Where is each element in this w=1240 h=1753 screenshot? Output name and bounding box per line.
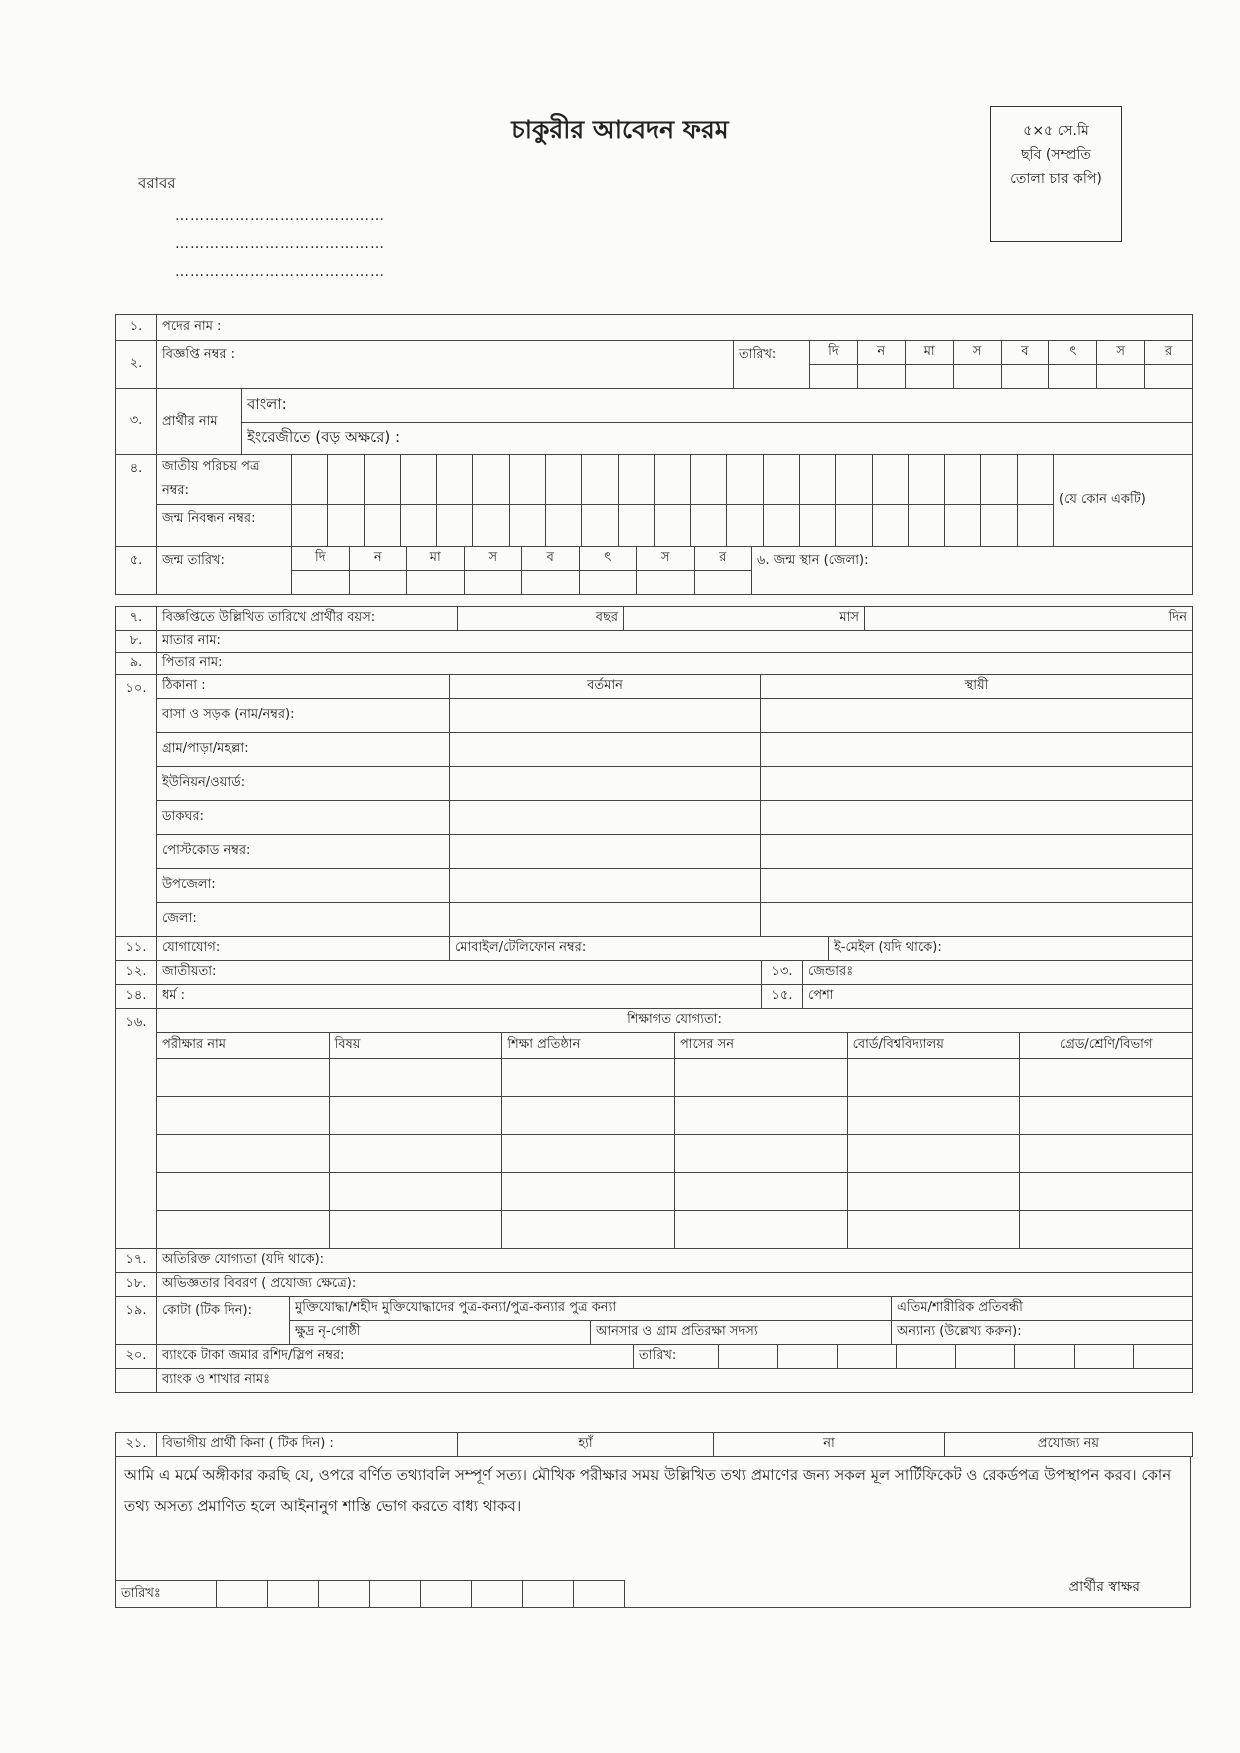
father-name-field[interactable]: পিতার নাম: bbox=[157, 653, 1193, 675]
declaration-text: আমি এ মর্মে অঙ্গীকার করছি যে, ওপরে বর্ণিত তথ্যাবলি সম্পূর্ণ সত্য। মৌখিক পরীক্ষার সময় উল্লিখিত তথ্য প্রমাণের জন্য সকল মূল সার্টিফিকেট ও রেকর্ডপত্র উপস্থাপন করব। কোন তথ্য অসত্য প্রমাণিত হলে আইনানুগ শাস্তি ভোগ করতে বাধ্য থাকব। bbox=[124, 1466, 1172, 1515]
address-label: ঠিকানা : bbox=[157, 675, 450, 699]
age-day-field[interactable]: দিন bbox=[865, 607, 1193, 631]
permanent-input[interactable] bbox=[761, 835, 1193, 869]
row-number: ১১. bbox=[116, 937, 157, 961]
nid-note: (যে কোন একটি) bbox=[1054, 455, 1193, 547]
declaration-box bbox=[115, 1456, 1191, 1608]
row-number: ২০. bbox=[116, 1345, 157, 1369]
date-input[interactable] bbox=[905, 365, 953, 389]
birth-reg-label: জন্ম নিবন্ধন নম্বর: bbox=[157, 505, 292, 547]
present-input[interactable] bbox=[450, 869, 761, 903]
permanent-input[interactable] bbox=[761, 903, 1193, 937]
address-field-label: উপজেলা: bbox=[157, 869, 450, 903]
extra-qualification-field[interactable]: অতিরিক্ত যোগ্যতা (যদি থাকে): bbox=[157, 1249, 1193, 1273]
date-cell: ব bbox=[1001, 341, 1049, 365]
education-title: শিক্ষাগত যোগ্যতা: bbox=[157, 1009, 1193, 1033]
edu-header-board: বোর্ড/বিশ্ববিদ্যালয় bbox=[847, 1033, 1020, 1059]
date-cell: স bbox=[953, 341, 1001, 365]
row-number: ১৭. bbox=[116, 1249, 157, 1273]
permanent-input[interactable] bbox=[761, 699, 1193, 733]
nid-label: জাতীয় পরিচয় পত্র নম্বর: bbox=[157, 455, 292, 505]
table-row bbox=[116, 1211, 1193, 1249]
row-number: ১২. bbox=[116, 961, 157, 985]
row-education bbox=[115, 1008, 1193, 1249]
address-line-1[interactable]: …………………………………… bbox=[175, 208, 385, 224]
edu-header-institution: শিক্ষা প্রতিষ্ঠান bbox=[502, 1033, 675, 1059]
present-address-header: বর্তমান bbox=[450, 675, 761, 699]
option-no[interactable]: না bbox=[714, 1433, 945, 1457]
birth-date-label: জন্ম তারিখ: bbox=[157, 547, 292, 595]
quota-ethnic[interactable]: ক্ষুদ্র নৃ-গোষ্ঠী bbox=[290, 1321, 591, 1345]
quota-freedom-fighter[interactable]: মুক্তিযোদ্ধা/শহীদ মুক্তিযোদ্ধাদের পুত্র-কন্যা/পুত্র-কন্যার পুত্র কন্যা bbox=[290, 1297, 892, 1321]
row-nationality bbox=[115, 960, 1193, 1009]
address-field-label: জেলা: bbox=[157, 903, 450, 937]
row-number: ১৩. bbox=[762, 961, 803, 985]
row-post bbox=[115, 314, 1193, 341]
religion-field[interactable]: ধর্ম : bbox=[157, 985, 762, 1009]
row-number: ২১. bbox=[116, 1433, 157, 1457]
date-cell: স bbox=[464, 547, 522, 571]
date-input[interactable] bbox=[1001, 365, 1049, 389]
present-input[interactable] bbox=[450, 699, 761, 733]
row-contact bbox=[115, 936, 1193, 961]
permanent-input[interactable] bbox=[761, 869, 1193, 903]
form-title: চাকুরীর আবেদন ফরম bbox=[511, 115, 729, 144]
date-cell: দি bbox=[810, 341, 858, 365]
address-line-2[interactable]: …………………………………… bbox=[175, 236, 385, 252]
date-cell: ন bbox=[349, 547, 407, 571]
mother-name-field[interactable]: মাতার নাম: bbox=[157, 631, 1193, 653]
occupation-field[interactable]: পেশা bbox=[803, 985, 1193, 1009]
bank-branch-field[interactable]: ব্যাংক ও শাখার নামঃ bbox=[157, 1369, 1193, 1393]
date-cell: র bbox=[1145, 341, 1193, 365]
post-name-field[interactable]: পদের নাম : bbox=[157, 315, 1193, 341]
contact-label: যোগাযোগ: bbox=[157, 937, 450, 961]
row-number: ১৮. bbox=[116, 1273, 157, 1297]
row-nid bbox=[115, 454, 1193, 547]
circular-number-field[interactable]: বিজ্ঞপ্তি নম্বর : bbox=[157, 341, 734, 389]
row-birth bbox=[115, 546, 1193, 595]
row-number: ৮. bbox=[116, 631, 157, 653]
address-field-label: ডাকঘর: bbox=[157, 801, 450, 835]
permanent-input[interactable] bbox=[761, 801, 1193, 835]
present-input[interactable] bbox=[450, 801, 761, 835]
row-extra bbox=[115, 1248, 1193, 1297]
present-input[interactable] bbox=[450, 903, 761, 937]
phone-field[interactable]: মোবাইল/টেলিফোন নম্বর: bbox=[450, 937, 829, 961]
row-bank-name bbox=[115, 1368, 1193, 1393]
row-departmental bbox=[115, 1432, 1193, 1457]
applicant-name-label: প্রার্থীর নাম bbox=[157, 389, 242, 455]
signature-label: প্রার্থীর স্বাক্ষর bbox=[1068, 1579, 1140, 1595]
date-input[interactable] bbox=[407, 571, 465, 595]
table-row bbox=[116, 1173, 1193, 1211]
row-number: ১. bbox=[116, 315, 157, 341]
photo-text2: তোলা চার কপি) bbox=[1010, 171, 1102, 187]
address-line-3[interactable]: …………………………………… bbox=[175, 264, 385, 280]
row-circular bbox=[115, 340, 1193, 389]
edu-header-year: পাসের সন bbox=[674, 1033, 847, 1059]
quota-orphan-disabled[interactable]: এতিম/শারীরিক প্রতিবন্ধী bbox=[892, 1297, 1193, 1321]
row-number: ৫. bbox=[116, 547, 157, 595]
date-cell: দি bbox=[292, 547, 350, 571]
row-number: ১৯. bbox=[116, 1297, 157, 1345]
date-cell: ব bbox=[522, 547, 580, 571]
address-field-label: গ্রাম/পাড়া/মহল্লা: bbox=[157, 733, 450, 767]
edu-header-grade: গ্রেড/শ্রেণি/বিভাগ bbox=[1020, 1033, 1193, 1059]
footer-date-label: তারিখঃ bbox=[116, 1581, 217, 1608]
edu-header-exam: পরীক্ষার নাম bbox=[157, 1033, 330, 1059]
present-input[interactable] bbox=[450, 835, 761, 869]
option-yes[interactable]: হ্যাঁ bbox=[458, 1433, 714, 1457]
quota-label: কোটা (টিক দিন): bbox=[157, 1297, 290, 1345]
row-number: ৭. bbox=[116, 607, 157, 631]
date-input[interactable] bbox=[292, 571, 350, 595]
date-input[interactable] bbox=[1049, 365, 1097, 389]
row-bank bbox=[115, 1344, 1193, 1369]
address-field-label: বাসা ও সড়ক (নাম/নম্বর): bbox=[157, 699, 450, 733]
date-input[interactable] bbox=[349, 571, 407, 595]
footer-date bbox=[116, 1580, 625, 1607]
present-input[interactable] bbox=[450, 733, 761, 767]
date-cell: মা bbox=[407, 547, 465, 571]
present-input[interactable] bbox=[450, 767, 761, 801]
date-input[interactable] bbox=[637, 571, 695, 595]
edu-header-subject: বিষয় bbox=[329, 1033, 502, 1059]
row-address bbox=[115, 674, 1193, 937]
date-input[interactable] bbox=[1145, 365, 1193, 389]
date-cell: স bbox=[637, 547, 695, 571]
row-applicant-name bbox=[115, 388, 1193, 455]
bank-date-label: তারিখ: bbox=[634, 1345, 719, 1369]
age-label: বিজ্ঞপ্তিতে উল্লিখিত তারিখে প্রার্থীর বয়স: bbox=[157, 607, 458, 631]
date-cell: মা bbox=[905, 341, 953, 365]
table-row bbox=[116, 1059, 1193, 1097]
table-row bbox=[116, 1135, 1193, 1173]
permanent-input[interactable] bbox=[761, 767, 1193, 801]
row-number: ১০. bbox=[116, 675, 157, 937]
nationality-field[interactable]: জাতীয়তা: bbox=[157, 961, 762, 985]
bank-slip-field[interactable]: ব্যাংকে টাকা জমার রশিদ/স্লিপ নম্বর: bbox=[157, 1345, 634, 1369]
row-number: ৪. bbox=[116, 455, 157, 547]
date-input[interactable] bbox=[694, 571, 752, 595]
row-number: ৩. bbox=[116, 389, 157, 455]
date-input[interactable] bbox=[464, 571, 522, 595]
to-label: বরাবর bbox=[138, 174, 176, 192]
row-number: ৯. bbox=[116, 653, 157, 675]
option-not-applicable[interactable]: প্রযোজ্য নয় bbox=[945, 1433, 1193, 1457]
date-cell: ৎ bbox=[579, 547, 637, 571]
date-cell: র bbox=[694, 547, 752, 571]
row-number: ১৬. bbox=[116, 1009, 157, 1249]
experience-field[interactable]: অভিজ্ঞতার বিবরণ ( প্রযোজ্য ক্ষেত্রে): bbox=[157, 1273, 1193, 1297]
row-number: ২. bbox=[116, 341, 157, 389]
date-input[interactable] bbox=[953, 365, 1001, 389]
date-cell: ৎ bbox=[1049, 341, 1097, 365]
quota-ansar[interactable]: আনসার ও গ্রাম প্রতিরক্ষা সদস্য bbox=[591, 1321, 892, 1345]
date-cell: ন bbox=[857, 341, 905, 365]
photo-size: ৫×৫ সে.মি bbox=[1023, 123, 1089, 139]
name-bangla-field[interactable]: বাংলা: bbox=[242, 389, 1193, 423]
date-input[interactable] bbox=[857, 365, 905, 389]
row-number: ১৫. bbox=[762, 985, 803, 1009]
age-year-field[interactable]: বছর bbox=[458, 607, 624, 631]
row-age bbox=[115, 606, 1193, 631]
date-cell: স bbox=[1097, 341, 1145, 365]
date-input[interactable] bbox=[522, 571, 580, 595]
birth-place-field[interactable]: ৬. জন্ম স্থান (জেলা): bbox=[752, 547, 1193, 595]
email-field[interactable]: ই-মেইল (যদি থাকে): bbox=[829, 937, 1193, 961]
date-input[interactable] bbox=[810, 365, 858, 389]
name-english-field[interactable]: ইংরেজীতে (বড় অক্ষরে) : bbox=[242, 423, 1193, 455]
row-number: ১৪. bbox=[116, 985, 157, 1009]
quota-other[interactable]: অন্যান্য (উল্লেখ্য করুন): bbox=[892, 1321, 1193, 1345]
age-month-field[interactable]: মাস bbox=[624, 607, 865, 631]
row-quota bbox=[115, 1296, 1193, 1345]
row-mother bbox=[115, 630, 1193, 675]
circular-date-label: তারিখ: bbox=[734, 341, 810, 389]
date-input[interactable] bbox=[579, 571, 637, 595]
date-input[interactable] bbox=[1097, 365, 1145, 389]
address-field-label: পোস্টকোড নম্বর: bbox=[157, 835, 450, 869]
gender-field[interactable]: জেন্ডারঃ bbox=[803, 961, 1193, 985]
photo-box bbox=[990, 106, 1122, 242]
departmental-label: বিভাগীয় প্রার্থী কিনা ( টিক দিন) : bbox=[157, 1433, 458, 1457]
photo-text: ছবি (সম্প্রতি bbox=[1021, 147, 1091, 163]
permanent-input[interactable] bbox=[761, 733, 1193, 767]
address-field-label: ইউনিয়ন/ওয়ার্ড: bbox=[157, 767, 450, 801]
permanent-address-header: স্থায়ী bbox=[761, 675, 1193, 699]
table-row bbox=[116, 1097, 1193, 1135]
